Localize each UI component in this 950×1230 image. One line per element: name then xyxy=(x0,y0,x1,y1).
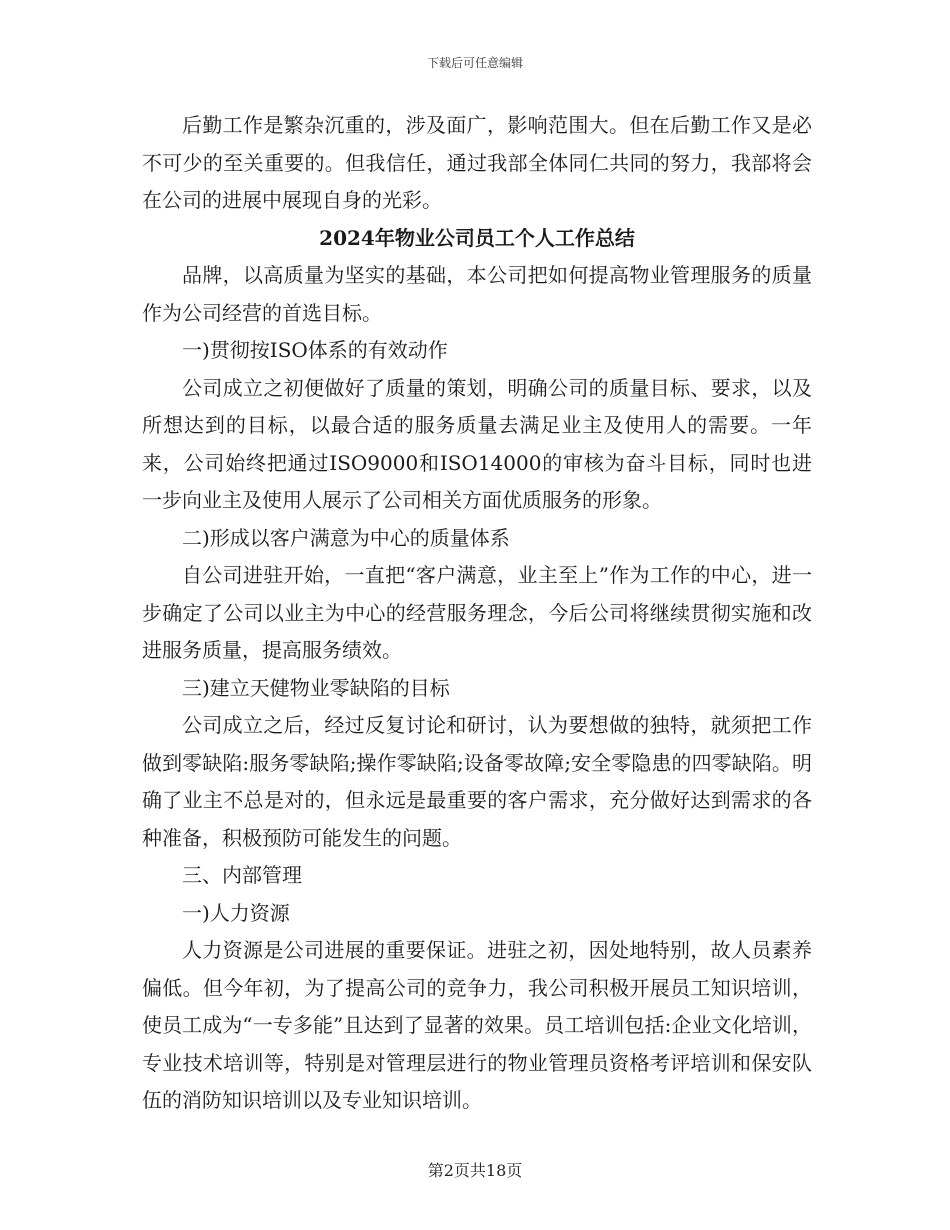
document-body xyxy=(142,107,812,1120)
section-title: 2024年物业公司员工个人工作总结 xyxy=(319,225,635,250)
paragraph-logistics: 后勤工作是繁杂沉重的，涉及面广，影响范围大。但在后勤工作又是必不可少的至关重要的。但我信任，通过我部全体同仁共同的努力，我部将会在公司的进展中展现自身的光彩。 xyxy=(142,113,812,212)
heading-customer-satisfaction: 二)形成以客户满意为中心的质量体系 xyxy=(182,525,510,550)
heading-iso-system: 一)贯彻按ISO体系的有效动作 xyxy=(182,338,448,362)
heading-internal-management: 三、内部管理 xyxy=(182,863,302,887)
paragraph-quality-planning: 公司成立之初便做好了质量的策划，明确公司的质量目标、要求，以及所想达到的目标，以最合适的服务质量去满足业主及使用人的需要。一年来，公司始终把通过ISO9000和ISO14000的审核为奋斗目标，同时也进一步向业主及使用人展示了公司相关方面优质服务的形象。 xyxy=(142,375,812,512)
page-number: 第2页共18页 xyxy=(427,1161,523,1180)
paragraph-brand: 品牌，以高质量为坚实的基础，本公司把如何提高物业管理服务的质量作为公司经营的首选目标。 xyxy=(142,263,812,325)
heading-zero-defect: 三)建立天健物业零缺陷的目标 xyxy=(182,675,450,700)
heading-human-resources: 一)人力资源 xyxy=(182,900,290,925)
paragraph-human-resources: 人力资源是公司进展的重要保证。进驻之初，因处地特别，故人员素养偏低。但今年初，为了提高公司的竞争力，我公司积极开展员工知识培训，使员工成为“一专多能”且达到了显著的效果。员工培训包括:企业文化培训，专业技术培训等，特别是对管理层进行的物业管理员资格考评培训和保安队伍的消防知识培训以及专业知识培训。 xyxy=(142,938,812,1112)
paragraph-zero-defect: 公司成立之后，经过反复讨论和研讨，认为要想做的独特，就须把工作做到零缺陷:服务零缺陷;操作零缺陷;设备零故障;安全零隐患的四零缺陷。明确了业主不总是对的，但永远是最重要的客户需求，充分做好达到需求的各种准备，积极预防可能发生的问题。 xyxy=(142,713,812,850)
paragraph-customer-first: 自公司进驻开始，一直把“客户满意，业主至上”作为工作的中心，进一步确定了公司以业主为中心的经营服务理念，今后公司将继续贯彻实施和改进服务质量，提高服务绩效。 xyxy=(142,563,812,662)
page-header-note: 下载后可任意编辑 xyxy=(426,56,523,70)
